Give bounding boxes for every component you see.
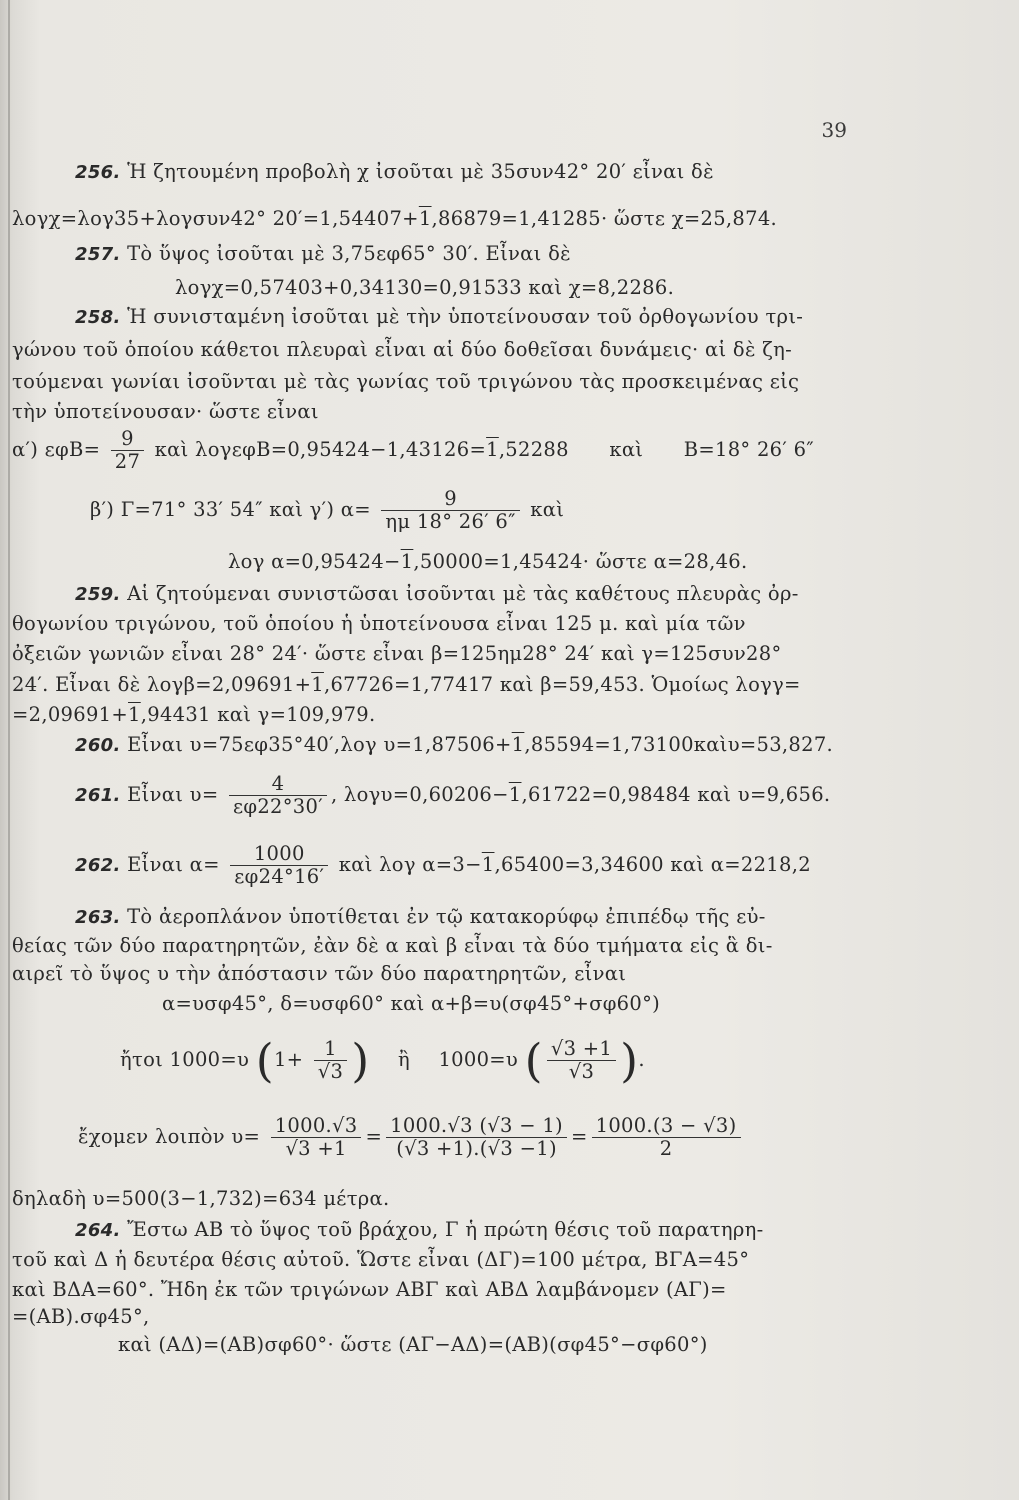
problem-257-line-1: 257. Τὸ ὕψος ἰσοῦται μὲ 3,75εφ65° 30′. Εἶναι δὲ: [75, 242, 571, 265]
problem-number: 257.: [75, 244, 121, 265]
problem-263-line-1: 263. Τὸ ἀεροπλάνον ὑποτίθεται ἐν τῷ κατακορύφῳ ἐπιπέδῳ τῆς εὐ-: [75, 905, 766, 928]
problem-263-conclusion: δηλαδὴ υ=500(3−1,732)=634 μέτρα.: [12, 1187, 390, 1210]
fraction: $\frac{√3 +1}{√3}$: [547, 1038, 616, 1083]
fraction: $\frac{4}{\varepsilon\varphi 22^\circ 30'}$: [229, 773, 327, 818]
problem-number: 256.: [75, 162, 121, 183]
problem-258-line-1: 258. Ἡ συνισταμένη ἰσοῦται μὲ τὴν ὑποτείνουσαν τοῦ ὀρθογωνίου τρι-: [75, 305, 804, 328]
problem-264-line-2: τοῦ καὶ Δ ἡ δευτέρα θέσις αὐτοῦ. Ὥστε εἶναι (ΔΓ)=100 μέτρα, BΓA=45°: [12, 1248, 750, 1271]
fraction: $\frac{1000.√3 (√3 - 1)}{(√3 +1).(√3 -1)}$: [386, 1115, 567, 1160]
problem-259-line-3: ὀξειῶν γωνιῶν εἶναι 28° 24′· ὥστε εἶναι β=125ημ28° 24′ καὶ γ=125συν28°: [12, 642, 782, 665]
fraction: $\frac{1000.(3 - √3)}{2}$: [592, 1115, 741, 1160]
problem-258-line-4: τὴν ὑποτείνουσαν· ὥστε εἶναι: [12, 400, 319, 423]
fraction: $\frac{1000.√3}{√3 +1}$: [271, 1115, 362, 1160]
problem-258-line-2: γώνου τοῦ ὁποίου κάθετοι πλευραὶ εἶναι αἱ δύο δοθεῖσαι δυνάμεις· αἱ δὲ ζη-: [12, 338, 792, 361]
problem-263-line-3: αιρεῖ τὸ ὕψος υ τὴν ἀπόστασιν τῶν δύο παρατηρητῶν, εἶναι: [12, 962, 627, 985]
problem-number: 261.: [75, 785, 121, 806]
problem-258-line-3: τούμεναι γωνίαι ἰσοῦνται μὲ τὰς γωνίας τοῦ τριγώνου τὰς προσκειμένας εἰς: [12, 370, 800, 393]
binding-gutter: [8, 0, 10, 1500]
problem-258-part-b: β′) Γ=71° 33′ 54″ καὶ γ′) α= $\frac{9}{\eta\mu 18^\circ 26' 6''}$ καὶ: [90, 487, 565, 533]
problem-263-line-2: θείας τῶν δύο παρατηρητῶν, ἐὰν δὲ α καὶ β εἶναι τὰ δύο τμήματα εἰς ἃ δι-: [12, 934, 773, 957]
problem-259-line-4: 24′. Εἶναι δὲ λογβ=2,09691+1,67726=1,77417 καὶ β=59,453. Ὁμοίως λογγ=: [12, 673, 801, 696]
problem-264-line-5: καὶ (AΔ)=(AB)σφ60°· ὥστε (AΓ−AΔ)=(AB)(σφ45°−σφ60°): [118, 1333, 708, 1356]
problem-259-line-2: θογωνίου τριγώνου, τοῦ ὁποίου ἡ ὑποτείνουσα εἶναι 125 μ. καὶ μία τῶν: [12, 612, 746, 635]
problem-258-part-c: λογ α=0,95424−1,50000=1,45424· ὥστε α=28,46.: [228, 550, 748, 573]
problem-257-line-2: λογχ=0,57403+0,34130=0,91533 καὶ χ=8,2286.: [175, 276, 675, 299]
problem-262: 262. Εἶναι α= $\frac{1000}{\varepsilon\varphi 24^\circ 16'}$ καὶ λογ α=3−1,65400=3,34600 καὶ α=2218,2: [75, 842, 811, 888]
problem-258-part-a: α′) εφB= $\frac{9}{27}$ καὶ λογεφB=0,95424−1,43126=1,52288 καὶ B=18° 26′ 6″: [12, 427, 814, 473]
problem-number: 260.: [75, 735, 121, 756]
problem-261: 261. Εἶναι υ= $\frac{4}{\varepsilon\varphi 22^\circ 30'}$ , λογυ=0,60206−1,61722=0,98484 καὶ υ=9,656.: [75, 772, 831, 818]
problem-256-line-2: λογχ=λογ35+λογσυν42° 20′=1,54407+1,86879=1,41285· ὥστε χ=25,874.: [12, 207, 778, 230]
problem-259-line-1: 259. Αἱ ζητούμεναι συνιστῶσαι ἰσοῦνται μὲ τὰς καθέτους πλευρὰς ὀρ-: [75, 582, 799, 605]
problem-263-line-4: α=υσφ45°, δ=υσφ60° καὶ α+β=υ(σφ45°+σφ60°): [162, 992, 661, 1015]
problem-number: 258.: [75, 307, 121, 328]
problem-number: 263.: [75, 907, 121, 928]
fraction: $\frac{9}{27}$: [111, 428, 144, 473]
fraction: $\frac{1000}{\varepsilon\varphi 24^\circ 16'}$: [230, 843, 328, 888]
problem-260: 260. Εἶναι υ=75εφ35°40′,λογ υ=1,87506+1,85594=1,73100καὶυ=53,827.: [75, 733, 834, 756]
page-number: 39: [821, 118, 847, 142]
fraction: $\frac{9}{\eta\mu 18^\circ 26' 6''}$: [381, 488, 519, 533]
problem-264-line-3: καὶ BΔA=60°. Ἤδη ἐκ τῶν τριγώνων ABΓ καὶ ABΔ λαμβάνομεν (AΓ)=: [12, 1278, 727, 1301]
problem-263-equation-1: ἤτοι 1000=υ (1+ $\frac{1}{√3}$ ) ἢ 1000=υ ( $\frac{√3 +1}{√3}$ ).: [120, 1033, 645, 1088]
problem-number: 262.: [75, 855, 121, 876]
problem-256-line-1: 256. Ἡ ζητουμένη προβολὴ χ ἰσοῦται μὲ 35συν42° 20′ εἶναι δὲ: [75, 160, 714, 183]
problem-259-line-5: =2,09691+1,94431 καὶ γ=109,979.: [12, 703, 376, 726]
problem-263-equation-2: ἔχομεν λοιπὸν υ= $\frac{1000.√3}{√3 +1}$ = $\frac{1000.√3 (√3 - 1)}{(√3 +1).(√3 -1)}$ = $\frac{1000.(3 - √3)}{2}$: [78, 1115, 745, 1160]
problem-number: 264.: [75, 1220, 121, 1241]
fraction: $\frac{1}{√3}$: [314, 1038, 347, 1083]
problem-264-line-1: 264. Ἔστω AB τὸ ὕψος τοῦ βράχου, Γ ἡ πρώτη θέσις τοῦ παρατηρη-: [75, 1218, 764, 1241]
problem-264-line-4: =(AB).σφ45°,: [12, 1305, 150, 1328]
problem-number: 259.: [75, 584, 121, 605]
